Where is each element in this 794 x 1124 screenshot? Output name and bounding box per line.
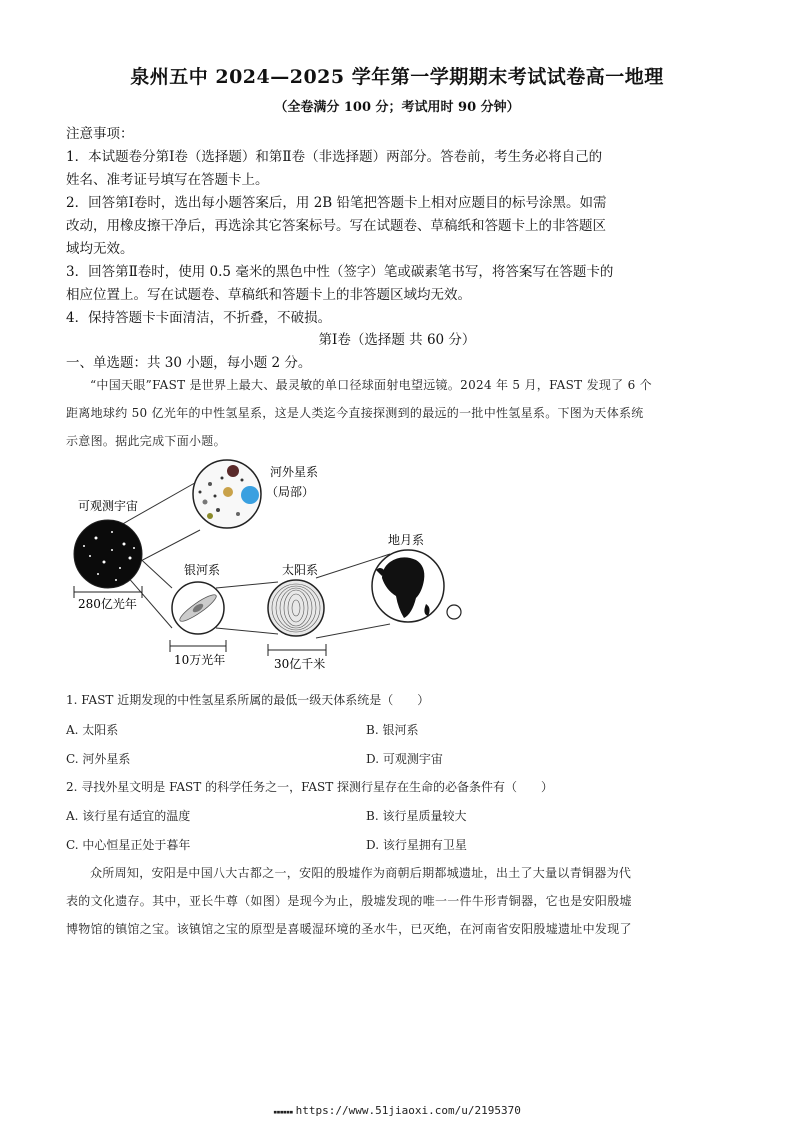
- notice-item-3: 3．回答第Ⅱ卷时，使用 0.5 毫米的黑色中性（签字）笔或碳素笔书写，将答案写在答题卡的: [66, 264, 614, 280]
- exam-subtitle: （全卷满分 100 分；考试用时 90 分钟）: [274, 100, 520, 115]
- footer-url[interactable]: [0, 1104, 794, 1117]
- notice-item-2: 2．回答第Ⅰ卷时，选出每小题答案后，用 2B 铅笔把答题卡上相对应题目的标号涂黑。如需: [66, 195, 607, 211]
- q1-option-d: D. 可观测宇宙: [366, 752, 443, 766]
- footer-link[interactable]: https://www.51jiaoxi.com/u/2195370: [295, 1104, 521, 1117]
- label-galaxies-sub: （局部）: [266, 485, 315, 499]
- notice-item-2-cont: 改动，用橡皮擦干净后，再选涂其它答案标号。写在试题卷、草稿纸和答题卡上的非答题区: [66, 218, 606, 234]
- earth-circle: [372, 550, 444, 622]
- celestial-system-diagram: [60, 458, 480, 678]
- q1-option-c: C. 河外星系: [66, 752, 131, 766]
- section-heading: 一、单选题：共 30 小题，每小题 2 分。: [66, 355, 312, 371]
- label-galaxies: 河外星系: [270, 465, 319, 479]
- q2-option-a: A. 该行星有适宜的温度: [66, 809, 191, 823]
- label-solar-system: 太阳系: [282, 563, 319, 577]
- q1-stem: 1. FAST 近期发现的中性氢星系所属的最低一级天体系统是（ ）: [66, 693, 430, 707]
- notice-item-2-cont2: 域均无效。: [66, 241, 134, 257]
- passage1-line3: 示意图。据此完成下面小题。: [66, 434, 226, 448]
- label-milky-way: 银河系: [184, 563, 221, 577]
- label-earth-moon: 地月系: [388, 533, 425, 547]
- observable-universe-circle: [74, 520, 142, 588]
- connector-line: [316, 624, 390, 638]
- passage2-line3: 博物馆的镇馆之宝。该镇馆之宝的原型是喜暖湿环境的圣水牛，已灭绝，在河南省安阳殷墟遗址中发现了: [66, 922, 632, 936]
- solar-system-circle: [268, 580, 324, 636]
- q1-option-b: B. 银河系: [366, 723, 419, 737]
- connector-line: [216, 628, 278, 634]
- galaxies-circle: [193, 460, 261, 528]
- moon-circle: [447, 605, 461, 619]
- notice-item-1: 1．本试题卷分第Ⅰ卷（选择题）和第Ⅱ卷（非选择题）两部分。答卷前，考生务必将自己的: [66, 149, 603, 165]
- notice-item-1-cont: 姓名、准考证号填写在答题卡上。: [66, 172, 269, 188]
- passage2-line1: 众所周知，安阳是中国八大古都之一，安阳的殷墟作为商朝后期都城遗址，出土了大量以青铜器为代: [90, 866, 632, 880]
- footer-marks-icon: ▪▪▪▪▪▪: [273, 1108, 296, 1116]
- q1-option-a: A. 太阳系: [66, 723, 119, 737]
- notice-item-3-cont: 相应位置上。写在试题卷、草稿纸和答题卡上的非答题区域均无效。: [66, 287, 471, 303]
- label-solar-system-size: 30亿千米: [274, 657, 326, 671]
- passage1-line2: 距离地球约 50 亿光年的中性氢星系，这是人类迄今直接探测到的最远的一批中性氢星系。下图为天体系统: [66, 406, 644, 420]
- passage1-line1: “中国天眼”FAST 是世界上最大、最灵敏的单口径球面射电望远镜。2024 年 5 月，FAST 发现了 6 个: [90, 378, 652, 392]
- q2-stem: 2. 寻找外星文明是 FAST 的科学任务之一，FAST 探测行星存在生命的必备条件有（ ）: [66, 780, 554, 794]
- q2-option-d: D. 该行星拥有卫星: [366, 838, 467, 852]
- connector-line: [216, 582, 278, 588]
- label-milky-way-size: 10万光年: [174, 653, 226, 667]
- q2-option-b: B. 该行星质量较大: [366, 809, 467, 823]
- passage2-line2: 表的文化遗存。其中，亚长牛尊（如图）是现今为止，殷墟发现的唯一一件牛形青铜器，它也是安阳殷墟: [66, 894, 632, 908]
- milky-way-circle: [172, 582, 224, 634]
- part-title: 第Ⅰ卷（选择题 共 60 分）: [318, 332, 476, 348]
- exam-title: 泉州五中 2024—2025 学年第一学期期末考试试卷高一地理: [130, 66, 664, 88]
- notice-item-4: 4．保持答题卡卡面清洁，不折叠，不破损。: [66, 310, 332, 326]
- label-observable-universe: 可观测宇宙: [78, 499, 139, 513]
- q2-option-c: C. 中心恒星正处于暮年: [66, 838, 191, 852]
- label-universe-size: 280亿光年: [78, 597, 137, 611]
- notice-heading: 注意事项：: [66, 126, 134, 142]
